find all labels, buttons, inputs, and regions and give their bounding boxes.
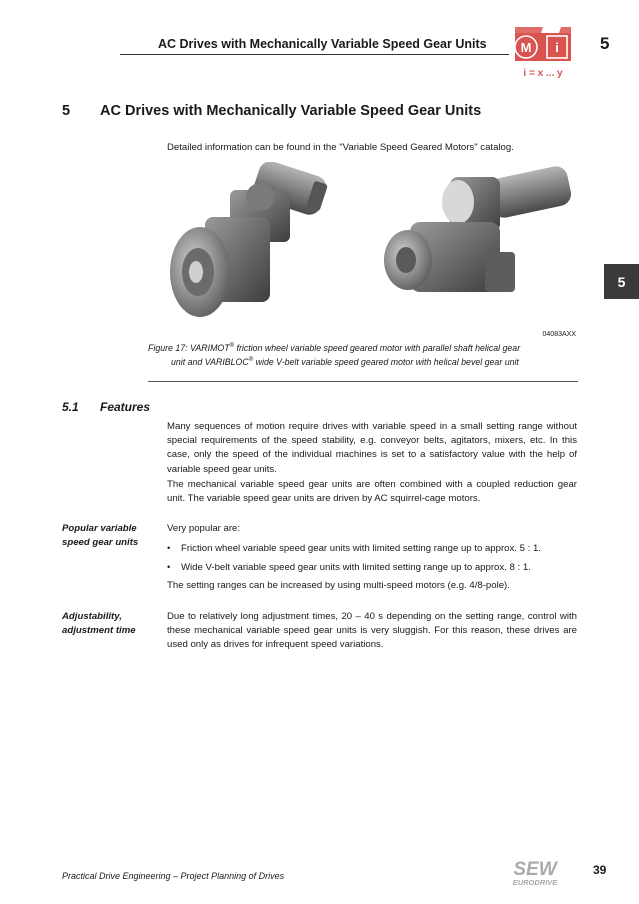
logo-i-text: i [555,40,559,55]
bullet-symbol: • [167,543,171,554]
chapter-heading [62,103,481,119]
varimot-motor-image [170,162,329,317]
sidebar-label-popular [62,522,152,550]
logo-eurodrive-text: EURODRIVE [512,878,558,887]
caption-rule [148,381,578,382]
registered-mark: ® [248,357,254,364]
features-paragraph-2: The mechanical variable speed gear units are often combined with a coupled reduction gear unit. The variable speed gear units are driven by AC squirrel-cage motors. [167,479,577,505]
chapter-number: 5 [62,103,71,119]
chapter-title: AC Drives with Mechanically Variable Speed Gear Units [100,103,482,119]
intro-text: Detailed information can be found in the "Variable Speed Geared Motors" catalog. [167,142,514,153]
chapter-side-tab: 5 [604,264,639,299]
caption-part-3: unit and VARIBLOC [171,357,249,368]
logo-formula-text: i = x ... y [523,68,563,79]
adjustability-text: Due to relatively long adjustment times, 20 – 40 s depending on the setting range, control with these mechanical variable speed gear units is very sluggish. For this reason, these drives are used only as drives for infrequent speed variations. [167,611,577,651]
bullet-item [167,562,531,573]
header-rule [120,54,509,55]
side-label-line: adjustment time [62,625,136,637]
motor-ratio-logo-icon [509,21,575,79]
bullet-item [167,543,541,554]
caption-part-1: Figure 17: VARIMOT [148,342,230,353]
popular-outro: The setting ranges can be increased by using multi-speed motors (e.g. 4/8-pole). [167,580,510,591]
gear-motors-photo [160,162,580,332]
figure-caption [148,340,578,369]
logo-sew-text: SEW [513,859,557,880]
section-number: 5.1 [62,400,79,414]
logo-m-text: M [520,40,532,55]
bullet-symbol: • [167,562,171,573]
popular-intro: Very popular are: [167,523,241,534]
running-header-title: AC Drives with Mechanically Variable Speed Gear Units [158,37,487,51]
footer-text: Practical Drive Engineering – Project Planning of Drives [62,871,285,881]
features-paragraph-1: Many sequences of motion require drives with variable speed in a small setting range without special requirements of the speed stability, e.g. conveyor belts, agitators, mixers, etc. In this case, only the speed of the individual machines is set to a satisfactory value with the help of variable speed gear units. [167,421,577,475]
section-heading [62,400,150,414]
bullet-text: Friction wheel variable speed gear units with limited setting range up to approx. 5 : 1. [181,543,541,554]
page-number: 39 [593,863,607,877]
registered-mark: ® [229,343,235,349]
sew-eurodrive-logo-icon [500,857,570,887]
caption-part-4: wide V-belt variable speed geared motor with helical bevel gear unit [253,357,519,368]
header-chapter-number: 5 [600,34,610,53]
side-label-line: Popular variable [62,523,137,534]
side-label-line: Adjustability, [62,611,122,622]
bullet-text: Wide V-belt variable speed gear units with limited setting range up to approx. 8 : 1. [181,562,531,573]
sidebar-label-adjustability [62,610,152,638]
caption-part-2: friction wheel variable speed geared motor with parallel shaft helical gear [234,342,521,353]
side-label-line: speed gear units [62,537,139,549]
section-title: Features [100,400,151,414]
figure-image-code: 04083AXX [542,331,576,338]
varibloc-motor-image [384,164,573,292]
